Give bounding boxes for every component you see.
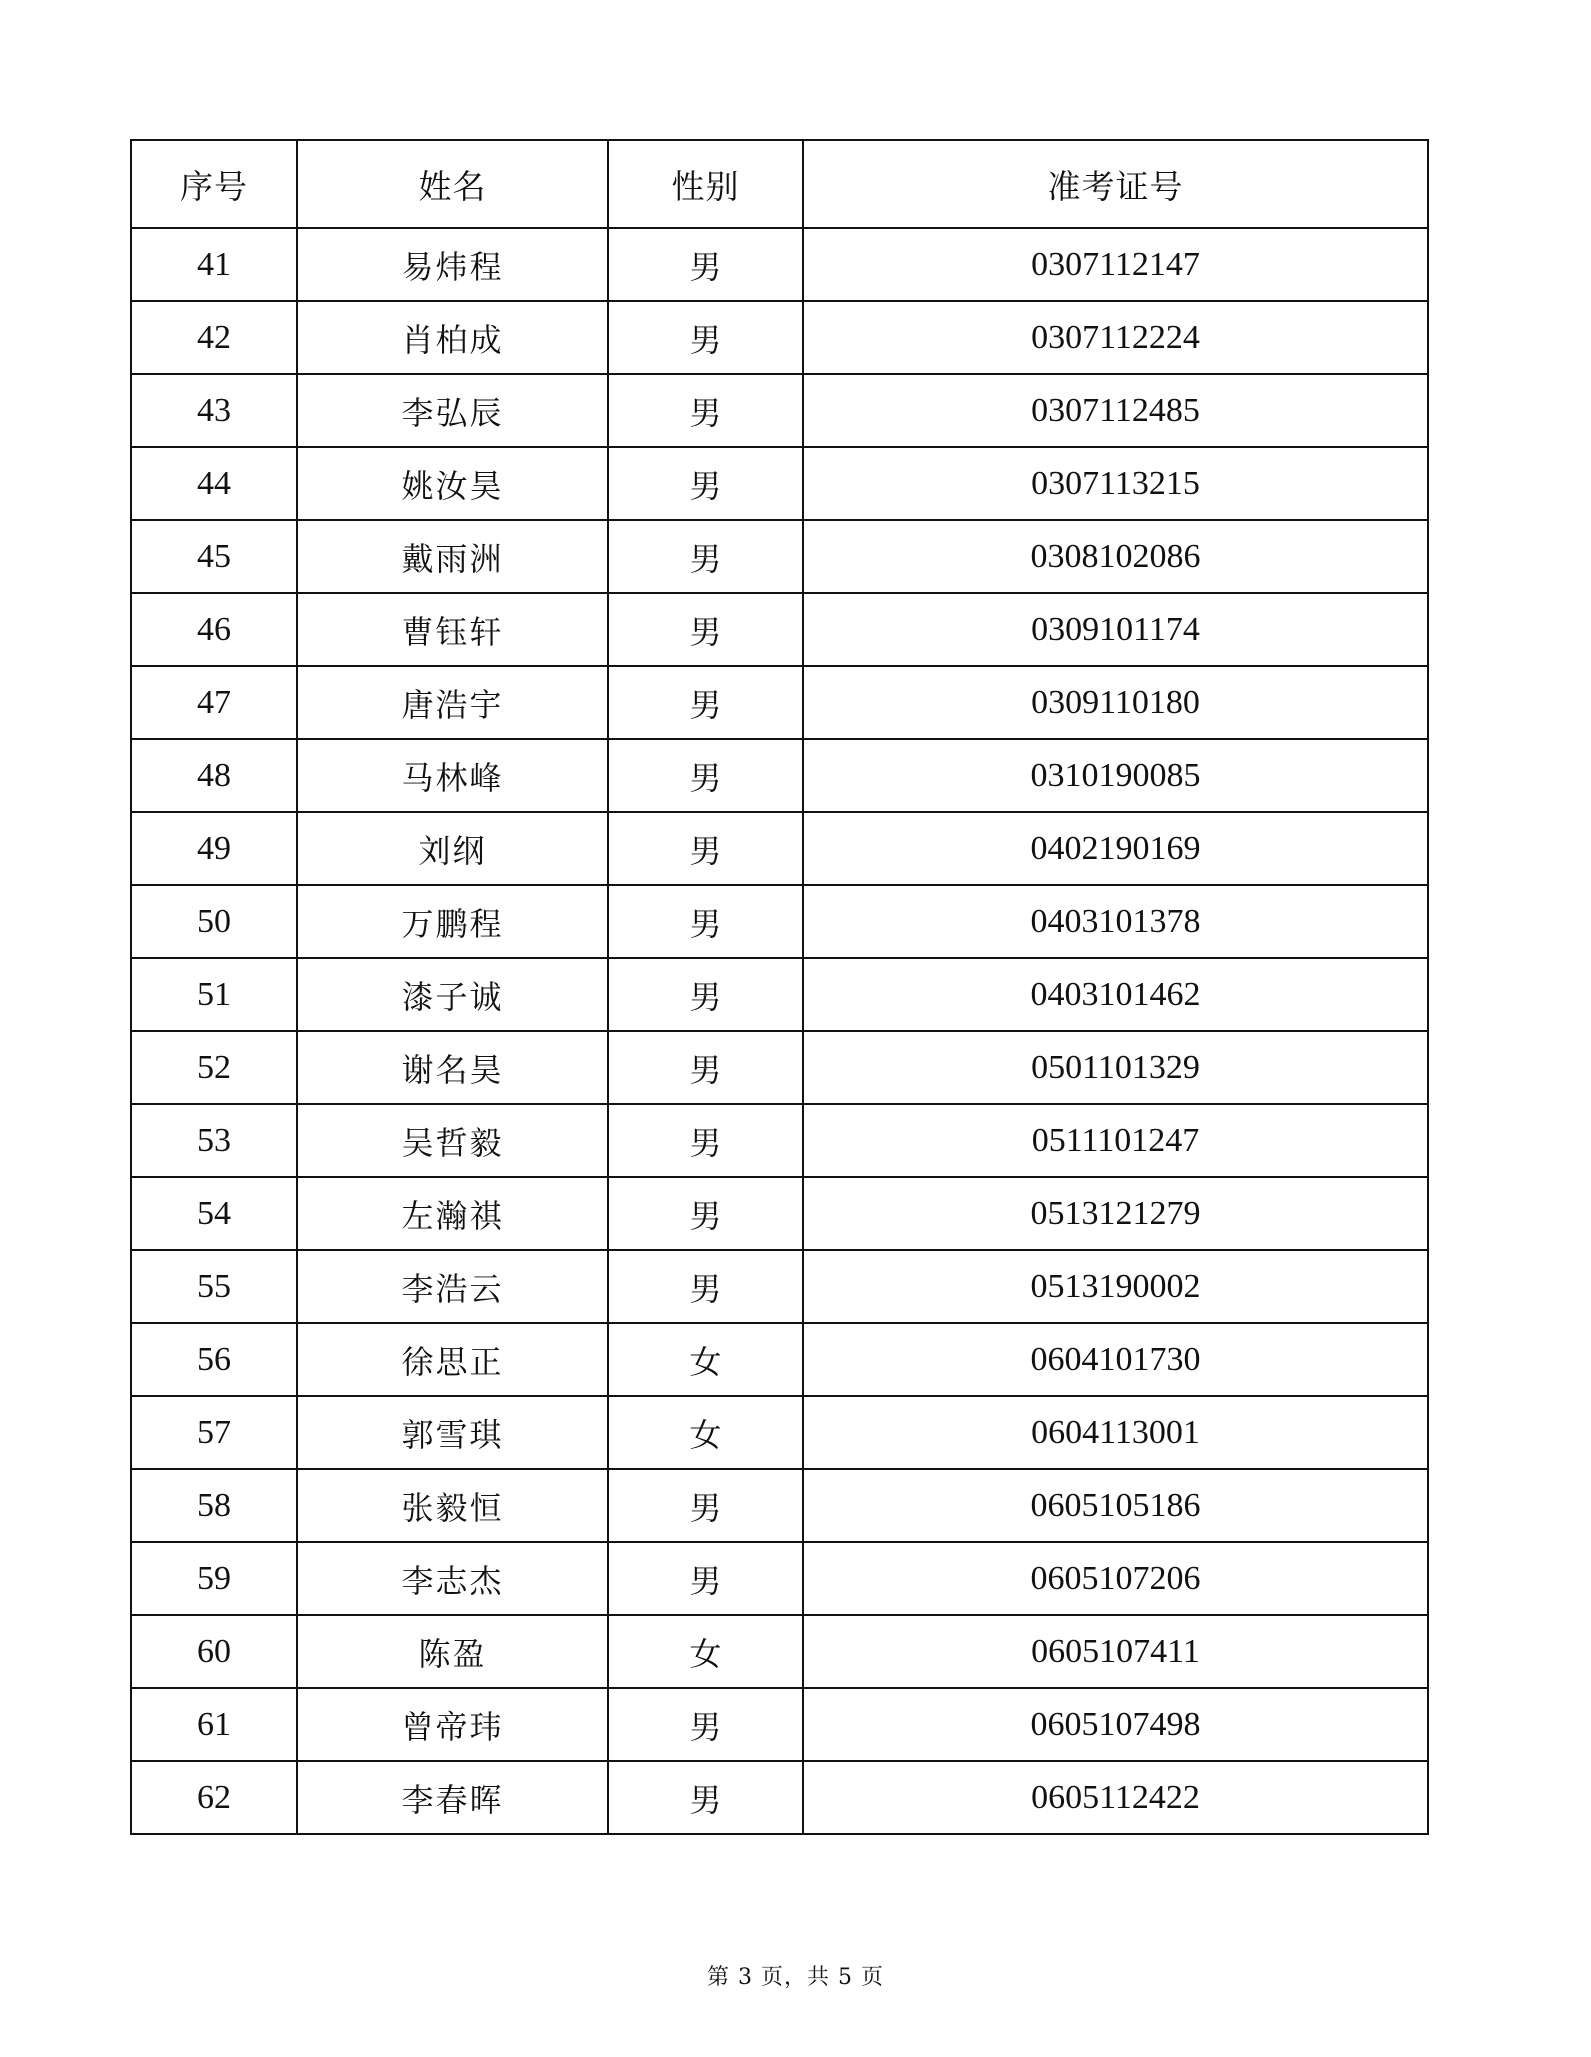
page-number: 第 3 页，共 5 页 [707,1965,884,1990]
cell-gender: 女 [608,1323,803,1396]
cell-ticket: 0307112147 [803,228,1428,301]
cell-gender: 男 [608,958,803,1031]
cell-ticket: 0501101329 [803,1031,1428,1104]
table-row [131,1761,1428,1834]
cell-seq: 52 [131,1031,297,1104]
cell-name: 刘纲 [297,812,608,885]
cell-ticket: 0604101730 [803,1323,1428,1396]
cell-gender: 男 [608,885,803,958]
cell-gender: 女 [608,1396,803,1469]
cell-name: 万鹏程 [297,885,608,958]
cell-name: 李浩云 [297,1250,608,1323]
header-seq: 序号 [131,140,297,228]
cell-gender: 女 [608,1615,803,1688]
cell-seq: 44 [131,447,297,520]
cell-seq: 46 [131,593,297,666]
cell-name: 谢名昊 [297,1031,608,1104]
header-name: 姓名 [297,140,608,228]
table-row [131,885,1428,958]
cell-ticket: 0605107411 [803,1615,1428,1688]
cell-ticket: 0605107498 [803,1688,1428,1761]
cell-gender: 男 [608,520,803,593]
cell-ticket: 0605112422 [803,1761,1428,1834]
cell-ticket: 0605105186 [803,1469,1428,1542]
table-row [131,1615,1428,1688]
cell-seq: 48 [131,739,297,812]
cell-name: 马林峰 [297,739,608,812]
cell-ticket: 0403101378 [803,885,1428,958]
cell-seq: 54 [131,1177,297,1250]
table-row [131,1177,1428,1250]
cell-seq: 45 [131,520,297,593]
cell-seq: 41 [131,228,297,301]
cell-ticket: 0307112485 [803,374,1428,447]
cell-ticket: 0604113001 [803,1396,1428,1469]
cell-ticket: 0605107206 [803,1542,1428,1615]
cell-seq: 56 [131,1323,297,1396]
cell-seq: 42 [131,301,297,374]
table-row [131,1542,1428,1615]
cell-name: 姚汝昊 [297,447,608,520]
table-row [131,1469,1428,1542]
cell-gender: 男 [608,1250,803,1323]
cell-seq: 50 [131,885,297,958]
cell-seq: 53 [131,1104,297,1177]
cell-seq: 61 [131,1688,297,1761]
cell-gender: 男 [608,739,803,812]
cell-ticket: 0513190002 [803,1250,1428,1323]
table-row [131,1396,1428,1469]
cell-name: 曹钰轩 [297,593,608,666]
cell-name: 李弘辰 [297,374,608,447]
table-row [131,374,1428,447]
cell-gender: 男 [608,593,803,666]
cell-gender: 男 [608,1761,803,1834]
cell-gender: 男 [608,1542,803,1615]
cell-gender: 男 [608,447,803,520]
cell-gender: 男 [608,1104,803,1177]
cell-ticket: 0307112224 [803,301,1428,374]
cell-name: 肖柏成 [297,301,608,374]
cell-name: 左瀚祺 [297,1177,608,1250]
cell-ticket: 0511101247 [803,1104,1428,1177]
cell-name: 戴雨洲 [297,520,608,593]
cell-seq: 58 [131,1469,297,1542]
cell-name: 吴哲毅 [297,1104,608,1177]
table-row [131,228,1428,301]
roster-table [130,139,1429,1835]
cell-ticket: 0309101174 [803,593,1428,666]
cell-gender: 男 [608,666,803,739]
cell-gender: 男 [608,228,803,301]
cell-seq: 49 [131,812,297,885]
cell-seq: 59 [131,1542,297,1615]
cell-name: 李志杰 [297,1542,608,1615]
table-row [131,593,1428,666]
cell-gender: 男 [608,1177,803,1250]
cell-seq: 55 [131,1250,297,1323]
cell-gender: 男 [608,301,803,374]
table-row [131,1688,1428,1761]
cell-name: 郭雪琪 [297,1396,608,1469]
table-row [131,520,1428,593]
cell-ticket: 0309110180 [803,666,1428,739]
header-row [131,140,1428,228]
table-row [131,1250,1428,1323]
cell-seq: 43 [131,374,297,447]
cell-name: 曾帝玮 [297,1688,608,1761]
table-row [131,1323,1428,1396]
cell-seq: 47 [131,666,297,739]
cell-ticket: 0402190169 [803,812,1428,885]
table-header [131,140,1428,228]
cell-seq: 60 [131,1615,297,1688]
cell-ticket: 0308102086 [803,520,1428,593]
cell-gender: 男 [608,812,803,885]
table-row [131,666,1428,739]
cell-name: 唐浩宇 [297,666,608,739]
cell-gender: 男 [608,374,803,447]
cell-seq: 62 [131,1761,297,1834]
cell-ticket: 0310190085 [803,739,1428,812]
cell-gender: 男 [608,1688,803,1761]
table-row [131,447,1428,520]
table-row [131,1031,1428,1104]
table-row [131,1104,1428,1177]
cell-name: 张毅恒 [297,1469,608,1542]
table-row [131,739,1428,812]
header-ticket: 准考证号 [803,140,1428,228]
table-row [131,301,1428,374]
cell-name: 陈盈 [297,1615,608,1688]
table-row [131,958,1428,1031]
cell-ticket: 0403101462 [803,958,1428,1031]
header-gender: 性别 [608,140,803,228]
table-body [131,228,1428,1834]
cell-gender: 男 [608,1031,803,1104]
cell-name: 漆子诚 [297,958,608,1031]
cell-name: 易炜程 [297,228,608,301]
cell-seq: 51 [131,958,297,1031]
cell-seq: 57 [131,1396,297,1469]
table-row [131,812,1428,885]
cell-name: 李春晖 [297,1761,608,1834]
cell-ticket: 0513121279 [803,1177,1428,1250]
cell-ticket: 0307113215 [803,447,1428,520]
cell-name: 徐思正 [297,1323,608,1396]
cell-gender: 男 [608,1469,803,1542]
